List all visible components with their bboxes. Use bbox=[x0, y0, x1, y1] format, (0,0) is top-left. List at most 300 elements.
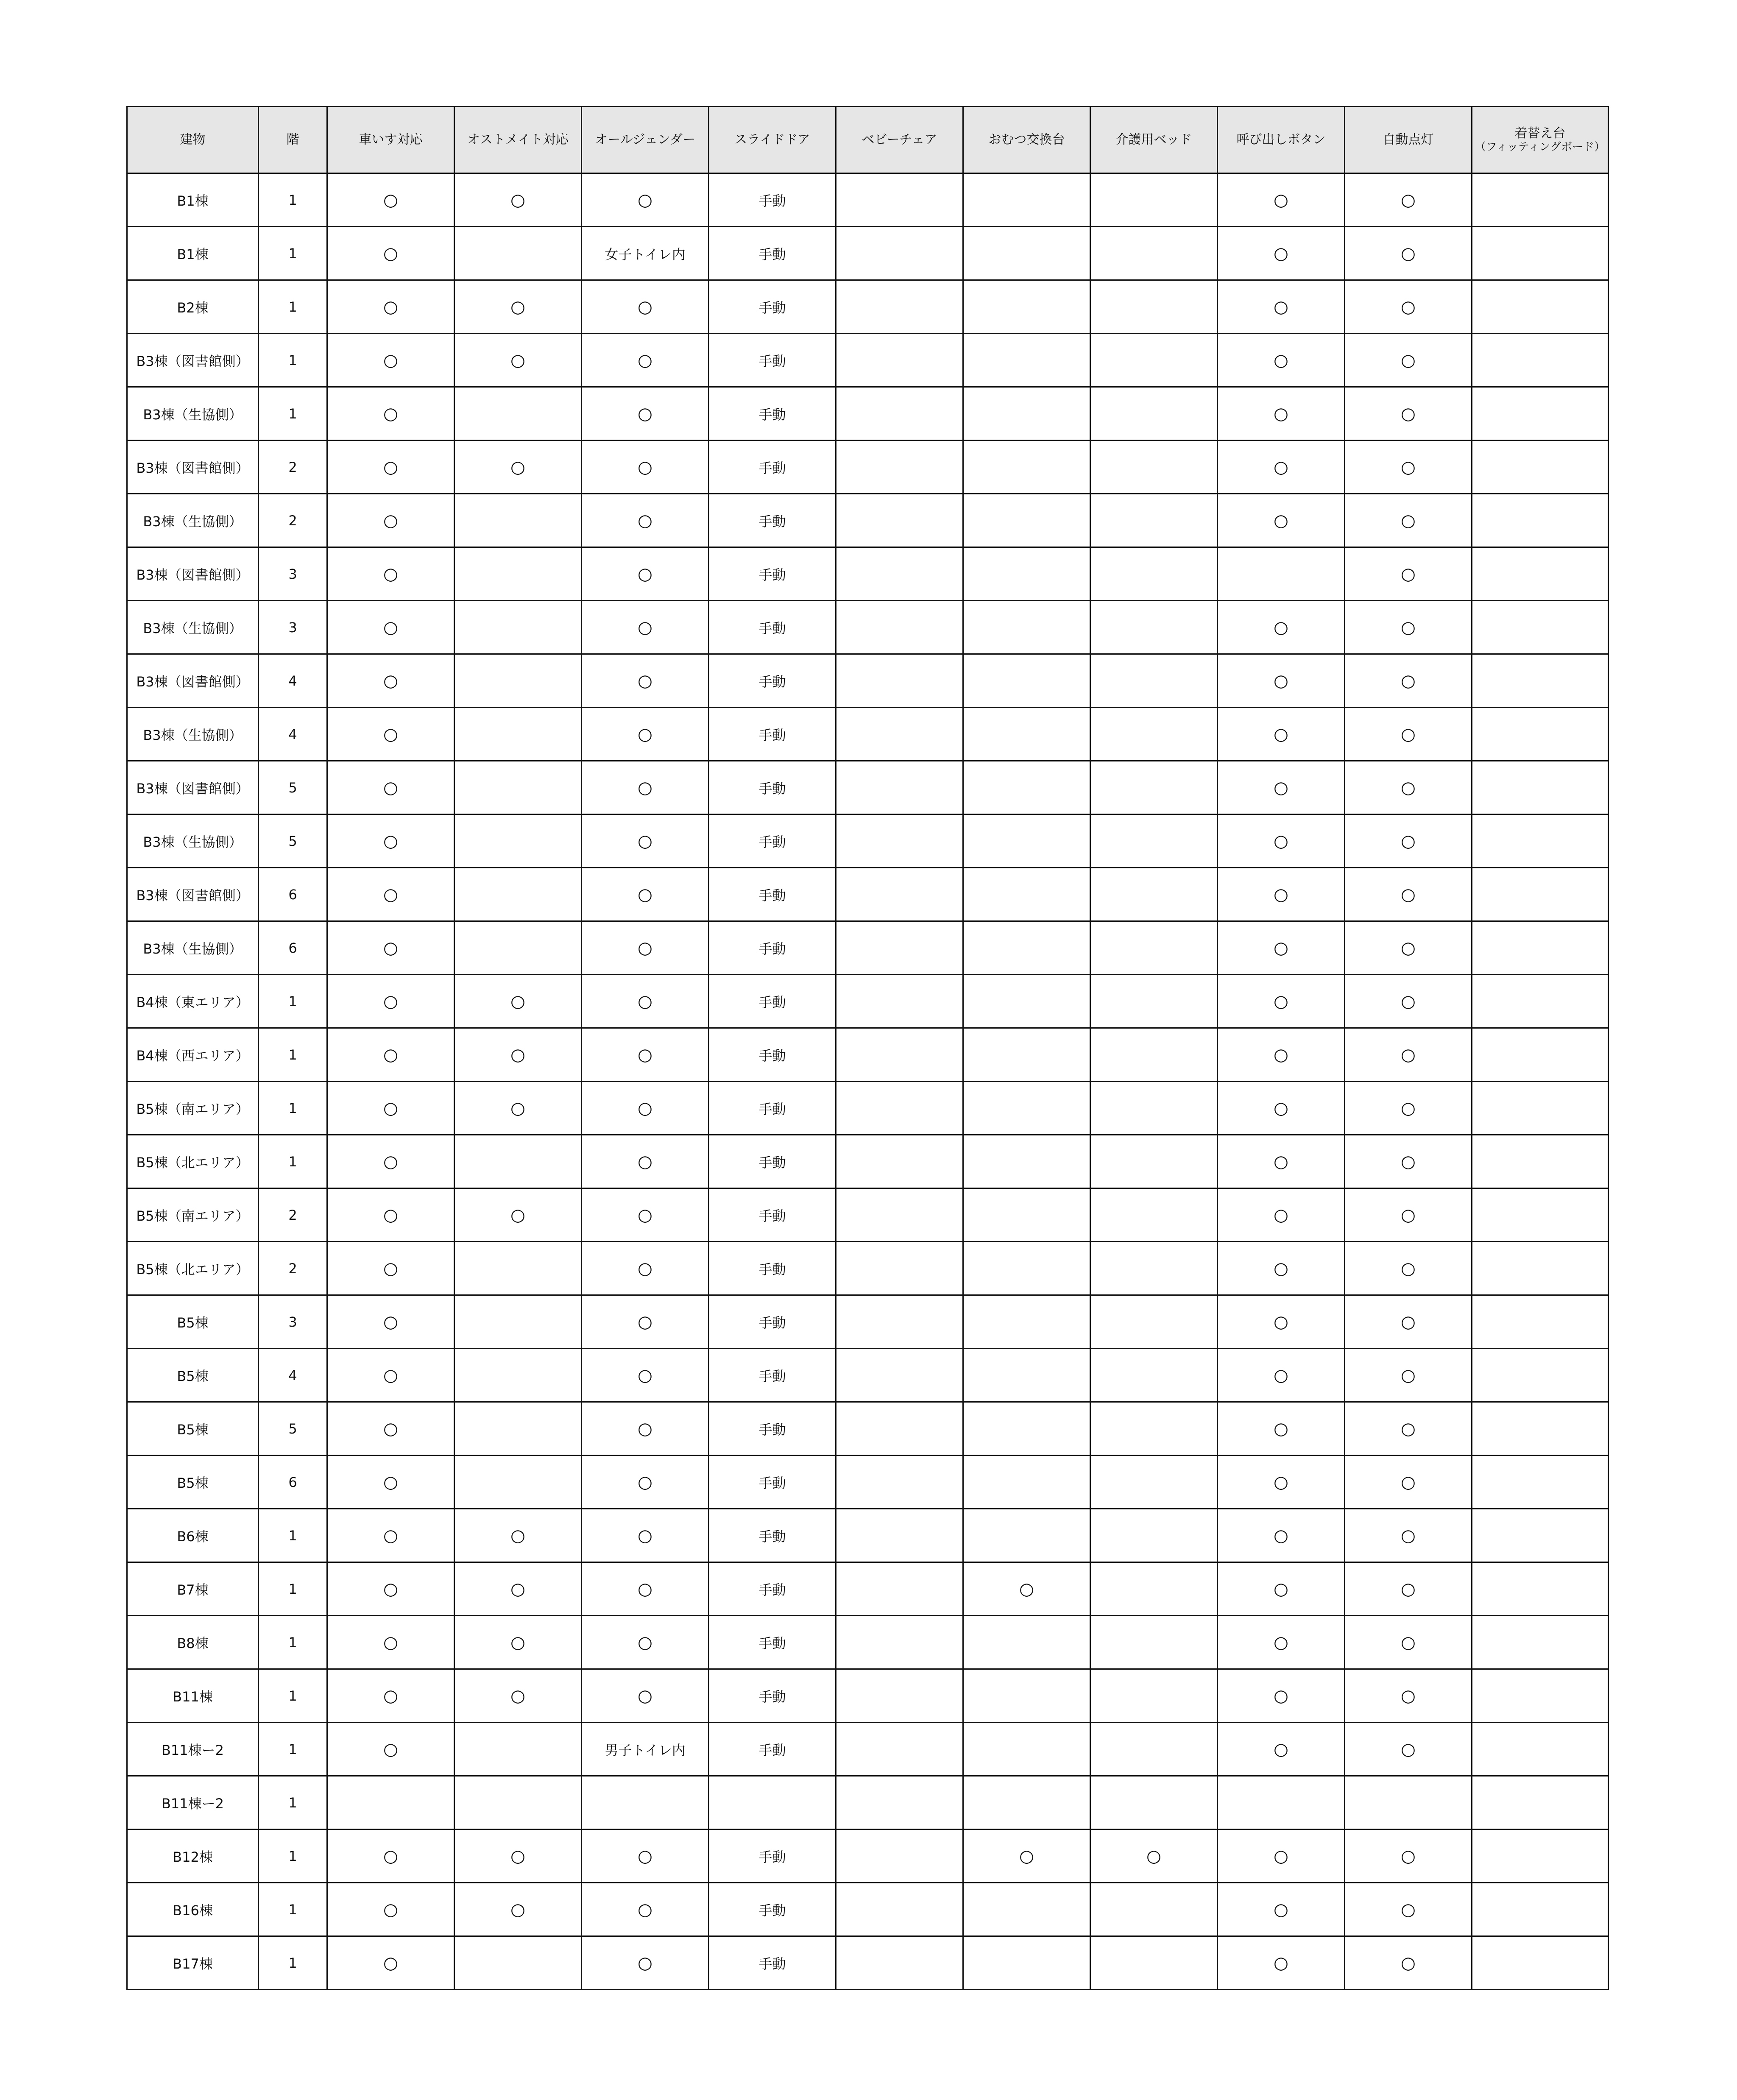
cell-slide-door: 手動 bbox=[709, 494, 836, 547]
cell-auto-light: ○ bbox=[1345, 1349, 1472, 1402]
table-row bbox=[127, 1669, 1609, 1723]
cell-fitting-board bbox=[1472, 547, 1609, 601]
cell-fitting-board bbox=[1472, 494, 1609, 547]
cell-ostomate bbox=[454, 1402, 582, 1456]
cell-slide-door: 手動 bbox=[709, 1509, 836, 1562]
cell-fitting-board bbox=[1472, 921, 1609, 975]
cell-ostomate bbox=[454, 1135, 582, 1188]
cell-care-bed bbox=[1090, 173, 1218, 227]
cell-ostomate bbox=[454, 494, 582, 547]
cell-all-gender: ○ bbox=[582, 1829, 709, 1883]
cell-care-bed bbox=[1090, 441, 1218, 494]
cell-slide-door: 手動 bbox=[709, 1295, 836, 1349]
table-row bbox=[127, 654, 1609, 708]
cell-care-bed bbox=[1090, 280, 1218, 334]
cell-diaper-table bbox=[963, 921, 1090, 975]
cell-fitting-board bbox=[1472, 1188, 1609, 1242]
cell-floor: 6 bbox=[259, 868, 327, 921]
cell-ostomate bbox=[454, 814, 582, 868]
cell-ostomate: ○ bbox=[454, 975, 582, 1028]
cell-fitting-board bbox=[1472, 227, 1609, 280]
cell-building: B3棟（図書館側） bbox=[127, 654, 259, 708]
cell-all-gender: ○ bbox=[582, 1349, 709, 1402]
cell-ostomate bbox=[454, 1349, 582, 1402]
cell-building: B3棟（生協側） bbox=[127, 708, 259, 761]
cell-diaper-table: ○ bbox=[963, 1562, 1090, 1616]
cell-wheelchair: ○ bbox=[327, 1562, 454, 1616]
cell-building: B5棟 bbox=[127, 1349, 259, 1402]
cell-fitting-board bbox=[1472, 1135, 1609, 1188]
cell-auto-light: ○ bbox=[1345, 1135, 1472, 1188]
cell-call-button bbox=[1218, 547, 1345, 601]
cell-baby-chair bbox=[836, 1456, 963, 1509]
header-label: 介護用ベッド bbox=[1115, 132, 1192, 147]
cell-diaper-table bbox=[963, 1082, 1090, 1135]
cell-building: B5棟（北エリア） bbox=[127, 1135, 259, 1188]
cell-call-button: ○ bbox=[1218, 654, 1345, 708]
cell-fitting-board bbox=[1472, 1456, 1609, 1509]
table-row bbox=[127, 494, 1609, 547]
header-col-care-bed bbox=[1090, 107, 1218, 173]
table-row bbox=[127, 1509, 1609, 1562]
cell-wheelchair: ○ bbox=[327, 1188, 454, 1242]
cell-ostomate bbox=[454, 547, 582, 601]
cell-floor: 1 bbox=[259, 1883, 327, 1936]
cell-slide-door: 手動 bbox=[709, 1562, 836, 1616]
table-row bbox=[127, 227, 1609, 280]
cell-fitting-board bbox=[1472, 1242, 1609, 1295]
header-col-auto-light bbox=[1345, 107, 1472, 173]
cell-slide-door: 手動 bbox=[709, 654, 836, 708]
cell-ostomate: ○ bbox=[454, 280, 582, 334]
cell-slide-door: 手動 bbox=[709, 868, 836, 921]
cell-care-bed bbox=[1090, 334, 1218, 387]
table-row bbox=[127, 761, 1609, 814]
cell-ostomate: ○ bbox=[454, 1509, 582, 1562]
cell-diaper-table bbox=[963, 441, 1090, 494]
cell-call-button: ○ bbox=[1218, 1135, 1345, 1188]
cell-diaper-table bbox=[963, 334, 1090, 387]
cell-floor: 5 bbox=[259, 1402, 327, 1456]
table-row bbox=[127, 441, 1609, 494]
cell-fitting-board bbox=[1472, 1776, 1609, 1829]
cell-call-button: ○ bbox=[1218, 1723, 1345, 1776]
cell-care-bed bbox=[1090, 1669, 1218, 1723]
cell-all-gender: ○ bbox=[582, 1936, 709, 1990]
cell-ostomate bbox=[454, 868, 582, 921]
cell-ostomate: ○ bbox=[454, 1082, 582, 1135]
cell-baby-chair bbox=[836, 708, 963, 761]
cell-slide-door: 手動 bbox=[709, 1242, 836, 1295]
cell-baby-chair bbox=[836, 654, 963, 708]
cell-auto-light: ○ bbox=[1345, 227, 1472, 280]
cell-floor: 3 bbox=[259, 1295, 327, 1349]
cell-slide-door: 手動 bbox=[709, 1883, 836, 1936]
cell-floor: 1 bbox=[259, 975, 327, 1028]
cell-floor: 4 bbox=[259, 708, 327, 761]
cell-floor: 5 bbox=[259, 761, 327, 814]
cell-fitting-board bbox=[1472, 1028, 1609, 1082]
header-label: オールジェンダー bbox=[595, 132, 695, 147]
cell-ostomate: ○ bbox=[454, 1028, 582, 1082]
cell-slide-door: 手動 bbox=[709, 921, 836, 975]
cell-diaper-table bbox=[963, 814, 1090, 868]
cell-slide-door bbox=[709, 1776, 836, 1829]
cell-wheelchair: ○ bbox=[327, 1616, 454, 1669]
cell-slide-door: 手動 bbox=[709, 173, 836, 227]
cell-building: B3棟（図書館側） bbox=[127, 761, 259, 814]
cell-slide-door: 手動 bbox=[709, 1829, 836, 1883]
cell-ostomate: ○ bbox=[454, 173, 582, 227]
cell-building: B5棟（南エリア） bbox=[127, 1188, 259, 1242]
cell-floor: 2 bbox=[259, 1188, 327, 1242]
cell-floor: 2 bbox=[259, 441, 327, 494]
table-body bbox=[127, 173, 1609, 1990]
cell-auto-light: ○ bbox=[1345, 654, 1472, 708]
cell-wheelchair: ○ bbox=[327, 1082, 454, 1135]
cell-slide-door: 手動 bbox=[709, 1723, 836, 1776]
cell-call-button: ○ bbox=[1218, 173, 1345, 227]
cell-all-gender: ○ bbox=[582, 387, 709, 441]
header-label: 呼び出しボタン bbox=[1236, 132, 1326, 147]
cell-diaper-table bbox=[963, 1295, 1090, 1349]
cell-diaper-table bbox=[963, 1936, 1090, 1990]
cell-building: B4棟（東エリア） bbox=[127, 975, 259, 1028]
cell-call-button: ○ bbox=[1218, 334, 1345, 387]
cell-care-bed bbox=[1090, 1188, 1218, 1242]
cell-building: B11棟ー2 bbox=[127, 1776, 259, 1829]
cell-slide-door: 手動 bbox=[709, 1616, 836, 1669]
cell-fitting-board bbox=[1472, 761, 1609, 814]
cell-auto-light: ○ bbox=[1345, 1723, 1472, 1776]
cell-wheelchair: ○ bbox=[327, 280, 454, 334]
cell-building: B1棟 bbox=[127, 173, 259, 227]
cell-baby-chair bbox=[836, 761, 963, 814]
cell-slide-door: 手動 bbox=[709, 387, 836, 441]
cell-ostomate bbox=[454, 708, 582, 761]
cell-wheelchair: ○ bbox=[327, 1936, 454, 1990]
cell-auto-light: ○ bbox=[1345, 387, 1472, 441]
cell-floor: 1 bbox=[259, 1028, 327, 1082]
cell-all-gender: ○ bbox=[582, 1616, 709, 1669]
cell-diaper-table bbox=[963, 1028, 1090, 1082]
table-row bbox=[127, 1829, 1609, 1883]
cell-slide-door: 手動 bbox=[709, 814, 836, 868]
table-row bbox=[127, 1188, 1609, 1242]
cell-wheelchair bbox=[327, 1776, 454, 1829]
header-col-all-gender bbox=[582, 107, 709, 173]
cell-baby-chair bbox=[836, 1509, 963, 1562]
cell-all-gender: ○ bbox=[582, 1028, 709, 1082]
cell-call-button: ○ bbox=[1218, 1349, 1345, 1402]
cell-wheelchair: ○ bbox=[327, 1669, 454, 1723]
header-label: ベビーチェア bbox=[862, 132, 937, 147]
cell-all-gender: ○ bbox=[582, 1188, 709, 1242]
cell-auto-light: ○ bbox=[1345, 814, 1472, 868]
cell-diaper-table bbox=[963, 1242, 1090, 1295]
cell-call-button: ○ bbox=[1218, 1829, 1345, 1883]
cell-diaper-table bbox=[963, 494, 1090, 547]
cell-floor: 6 bbox=[259, 921, 327, 975]
cell-floor: 1 bbox=[259, 1829, 327, 1883]
cell-baby-chair bbox=[836, 1883, 963, 1936]
cell-diaper-table bbox=[963, 227, 1090, 280]
cell-building: B16棟 bbox=[127, 1883, 259, 1936]
cell-fitting-board bbox=[1472, 173, 1609, 227]
cell-slide-door: 手動 bbox=[709, 547, 836, 601]
cell-building: B17棟 bbox=[127, 1936, 259, 1990]
cell-care-bed bbox=[1090, 1242, 1218, 1295]
cell-wheelchair: ○ bbox=[327, 1509, 454, 1562]
cell-building: B5棟（南エリア） bbox=[127, 1082, 259, 1135]
cell-care-bed bbox=[1090, 868, 1218, 921]
cell-all-gender: ○ bbox=[582, 1082, 709, 1135]
cell-all-gender: ○ bbox=[582, 1242, 709, 1295]
cell-all-gender: ○ bbox=[582, 654, 709, 708]
cell-diaper-table bbox=[963, 1188, 1090, 1242]
cell-floor: 1 bbox=[259, 1723, 327, 1776]
cell-fitting-board bbox=[1472, 1723, 1609, 1776]
cell-fitting-board bbox=[1472, 1509, 1609, 1562]
cell-building: B8棟 bbox=[127, 1616, 259, 1669]
cell-auto-light: ○ bbox=[1345, 280, 1472, 334]
cell-call-button: ○ bbox=[1218, 761, 1345, 814]
cell-wheelchair: ○ bbox=[327, 1135, 454, 1188]
cell-all-gender: ○ bbox=[582, 441, 709, 494]
cell-fitting-board bbox=[1472, 868, 1609, 921]
cell-building: B3棟（図書館側） bbox=[127, 334, 259, 387]
cell-wheelchair: ○ bbox=[327, 868, 454, 921]
cell-auto-light: ○ bbox=[1345, 547, 1472, 601]
cell-call-button: ○ bbox=[1218, 1669, 1345, 1723]
cell-auto-light: ○ bbox=[1345, 1188, 1472, 1242]
cell-building: B6棟 bbox=[127, 1509, 259, 1562]
cell-care-bed bbox=[1090, 1295, 1218, 1349]
cell-wheelchair: ○ bbox=[327, 601, 454, 654]
cell-care-bed bbox=[1090, 654, 1218, 708]
cell-care-bed bbox=[1090, 547, 1218, 601]
cell-baby-chair bbox=[836, 1242, 963, 1295]
cell-fitting-board bbox=[1472, 334, 1609, 387]
cell-diaper-table bbox=[963, 708, 1090, 761]
table-row bbox=[127, 708, 1609, 761]
cell-baby-chair bbox=[836, 227, 963, 280]
cell-building: B12棟 bbox=[127, 1829, 259, 1883]
cell-auto-light: ○ bbox=[1345, 1028, 1472, 1082]
cell-wheelchair: ○ bbox=[327, 494, 454, 547]
cell-fitting-board bbox=[1472, 1082, 1609, 1135]
cell-all-gender: ○ bbox=[582, 1295, 709, 1349]
cell-building: B4棟（西エリア） bbox=[127, 1028, 259, 1082]
table-row bbox=[127, 1295, 1609, 1349]
cell-auto-light: ○ bbox=[1345, 494, 1472, 547]
toilet-facility-table bbox=[126, 106, 1609, 1990]
header-col-building bbox=[127, 107, 259, 173]
cell-floor: 4 bbox=[259, 654, 327, 708]
cell-floor: 1 bbox=[259, 280, 327, 334]
cell-all-gender bbox=[582, 1776, 709, 1829]
cell-care-bed bbox=[1090, 1135, 1218, 1188]
cell-auto-light: ○ bbox=[1345, 1669, 1472, 1723]
cell-wheelchair: ○ bbox=[327, 441, 454, 494]
cell-ostomate bbox=[454, 601, 582, 654]
cell-wheelchair: ○ bbox=[327, 1829, 454, 1883]
cell-care-bed bbox=[1090, 1509, 1218, 1562]
cell-baby-chair bbox=[836, 1135, 963, 1188]
cell-all-gender: ○ bbox=[582, 1402, 709, 1456]
table-row bbox=[127, 1349, 1609, 1402]
cell-all-gender: ○ bbox=[582, 1562, 709, 1616]
cell-baby-chair bbox=[836, 1082, 963, 1135]
cell-diaper-table bbox=[963, 1883, 1090, 1936]
table-row bbox=[127, 1242, 1609, 1295]
cell-ostomate: ○ bbox=[454, 1829, 582, 1883]
cell-diaper-table bbox=[963, 1349, 1090, 1402]
cell-all-gender: 男子トイレ内 bbox=[582, 1723, 709, 1776]
table-row bbox=[127, 1028, 1609, 1082]
header-label: 車いす対応 bbox=[359, 132, 423, 147]
cell-all-gender: ○ bbox=[582, 173, 709, 227]
table-row bbox=[127, 1776, 1609, 1829]
header-label: 自動点灯 bbox=[1383, 132, 1434, 147]
cell-building: B3棟（生協側） bbox=[127, 494, 259, 547]
cell-wheelchair: ○ bbox=[327, 1295, 454, 1349]
cell-baby-chair bbox=[836, 1295, 963, 1349]
cell-wheelchair: ○ bbox=[327, 173, 454, 227]
cell-call-button: ○ bbox=[1218, 1028, 1345, 1082]
cell-slide-door: 手動 bbox=[709, 1082, 836, 1135]
cell-all-gender: ○ bbox=[582, 761, 709, 814]
cell-call-button: ○ bbox=[1218, 1616, 1345, 1669]
cell-care-bed bbox=[1090, 1936, 1218, 1990]
cell-building: B3棟（生協側） bbox=[127, 601, 259, 654]
table-row bbox=[127, 280, 1609, 334]
cell-diaper-table bbox=[963, 1509, 1090, 1562]
cell-floor: 1 bbox=[259, 334, 327, 387]
cell-auto-light: ○ bbox=[1345, 868, 1472, 921]
cell-auto-light bbox=[1345, 1776, 1472, 1829]
cell-all-gender: ○ bbox=[582, 1135, 709, 1188]
table-row bbox=[127, 921, 1609, 975]
cell-call-button bbox=[1218, 1776, 1345, 1829]
cell-call-button: ○ bbox=[1218, 1295, 1345, 1349]
cell-slide-door: 手動 bbox=[709, 708, 836, 761]
cell-floor: 1 bbox=[259, 227, 327, 280]
cell-building: B2棟 bbox=[127, 280, 259, 334]
cell-building: B3棟（図書館側） bbox=[127, 868, 259, 921]
cell-care-bed bbox=[1090, 1562, 1218, 1616]
cell-building: B1棟 bbox=[127, 227, 259, 280]
header-col-baby-chair bbox=[836, 107, 963, 173]
header-label: 建物 bbox=[180, 132, 206, 147]
cell-floor: 1 bbox=[259, 1669, 327, 1723]
cell-auto-light: ○ bbox=[1345, 1829, 1472, 1883]
cell-floor: 5 bbox=[259, 814, 327, 868]
cell-building: B7棟 bbox=[127, 1562, 259, 1616]
cell-baby-chair bbox=[836, 868, 963, 921]
cell-floor: 3 bbox=[259, 601, 327, 654]
cell-wheelchair: ○ bbox=[327, 1456, 454, 1509]
cell-wheelchair: ○ bbox=[327, 1723, 454, 1776]
cell-floor: 3 bbox=[259, 547, 327, 601]
cell-ostomate: ○ bbox=[454, 1883, 582, 1936]
header-label: 着替え台 bbox=[1514, 126, 1566, 141]
cell-ostomate bbox=[454, 387, 582, 441]
cell-auto-light: ○ bbox=[1345, 975, 1472, 1028]
cell-baby-chair bbox=[836, 173, 963, 227]
cell-diaper-table bbox=[963, 1723, 1090, 1776]
cell-wheelchair: ○ bbox=[327, 654, 454, 708]
cell-baby-chair bbox=[836, 1936, 963, 1990]
cell-call-button: ○ bbox=[1218, 868, 1345, 921]
cell-call-button: ○ bbox=[1218, 708, 1345, 761]
table-row bbox=[127, 547, 1609, 601]
cell-wheelchair: ○ bbox=[327, 1883, 454, 1936]
cell-ostomate bbox=[454, 654, 582, 708]
cell-fitting-board bbox=[1472, 708, 1609, 761]
cell-slide-door: 手動 bbox=[709, 280, 836, 334]
cell-building: B3棟（生協側） bbox=[127, 814, 259, 868]
cell-floor: 1 bbox=[259, 1776, 327, 1829]
cell-slide-door: 手動 bbox=[709, 761, 836, 814]
cell-care-bed bbox=[1090, 1402, 1218, 1456]
cell-call-button: ○ bbox=[1218, 1188, 1345, 1242]
cell-slide-door: 手動 bbox=[709, 1402, 836, 1456]
cell-building: B5棟 bbox=[127, 1402, 259, 1456]
cell-floor: 1 bbox=[259, 387, 327, 441]
table-row bbox=[127, 1936, 1609, 1990]
cell-baby-chair bbox=[836, 975, 963, 1028]
cell-diaper-table: ○ bbox=[963, 1829, 1090, 1883]
cell-floor: 2 bbox=[259, 1242, 327, 1295]
cell-diaper-table bbox=[963, 280, 1090, 334]
cell-call-button: ○ bbox=[1218, 814, 1345, 868]
cell-auto-light: ○ bbox=[1345, 601, 1472, 654]
table-row bbox=[127, 1456, 1609, 1509]
cell-slide-door: 手動 bbox=[709, 1456, 836, 1509]
cell-all-gender: 女子トイレ内 bbox=[582, 227, 709, 280]
cell-diaper-table bbox=[963, 761, 1090, 814]
cell-wheelchair: ○ bbox=[327, 1349, 454, 1402]
cell-building: B3棟（生協側） bbox=[127, 387, 259, 441]
cell-ostomate bbox=[454, 1242, 582, 1295]
header-col-ostomate bbox=[454, 107, 582, 173]
cell-floor: 1 bbox=[259, 1562, 327, 1616]
cell-call-button: ○ bbox=[1218, 441, 1345, 494]
cell-slide-door: 手動 bbox=[709, 1028, 836, 1082]
cell-ostomate bbox=[454, 1295, 582, 1349]
header-label: 階 bbox=[286, 132, 299, 147]
cell-ostomate: ○ bbox=[454, 1669, 582, 1723]
cell-wheelchair: ○ bbox=[327, 1402, 454, 1456]
cell-fitting-board bbox=[1472, 441, 1609, 494]
cell-call-button: ○ bbox=[1218, 1082, 1345, 1135]
cell-diaper-table bbox=[963, 1616, 1090, 1669]
cell-wheelchair: ○ bbox=[327, 334, 454, 387]
cell-call-button: ○ bbox=[1218, 227, 1345, 280]
cell-care-bed bbox=[1090, 601, 1218, 654]
cell-diaper-table bbox=[963, 1669, 1090, 1723]
cell-slide-door: 手動 bbox=[709, 441, 836, 494]
cell-diaper-table bbox=[963, 975, 1090, 1028]
cell-slide-door: 手動 bbox=[709, 334, 836, 387]
cell-slide-door: 手動 bbox=[709, 1135, 836, 1188]
cell-building: B5棟 bbox=[127, 1456, 259, 1509]
cell-fitting-board bbox=[1472, 280, 1609, 334]
cell-floor: 1 bbox=[259, 1616, 327, 1669]
table-row bbox=[127, 975, 1609, 1028]
cell-baby-chair bbox=[836, 601, 963, 654]
